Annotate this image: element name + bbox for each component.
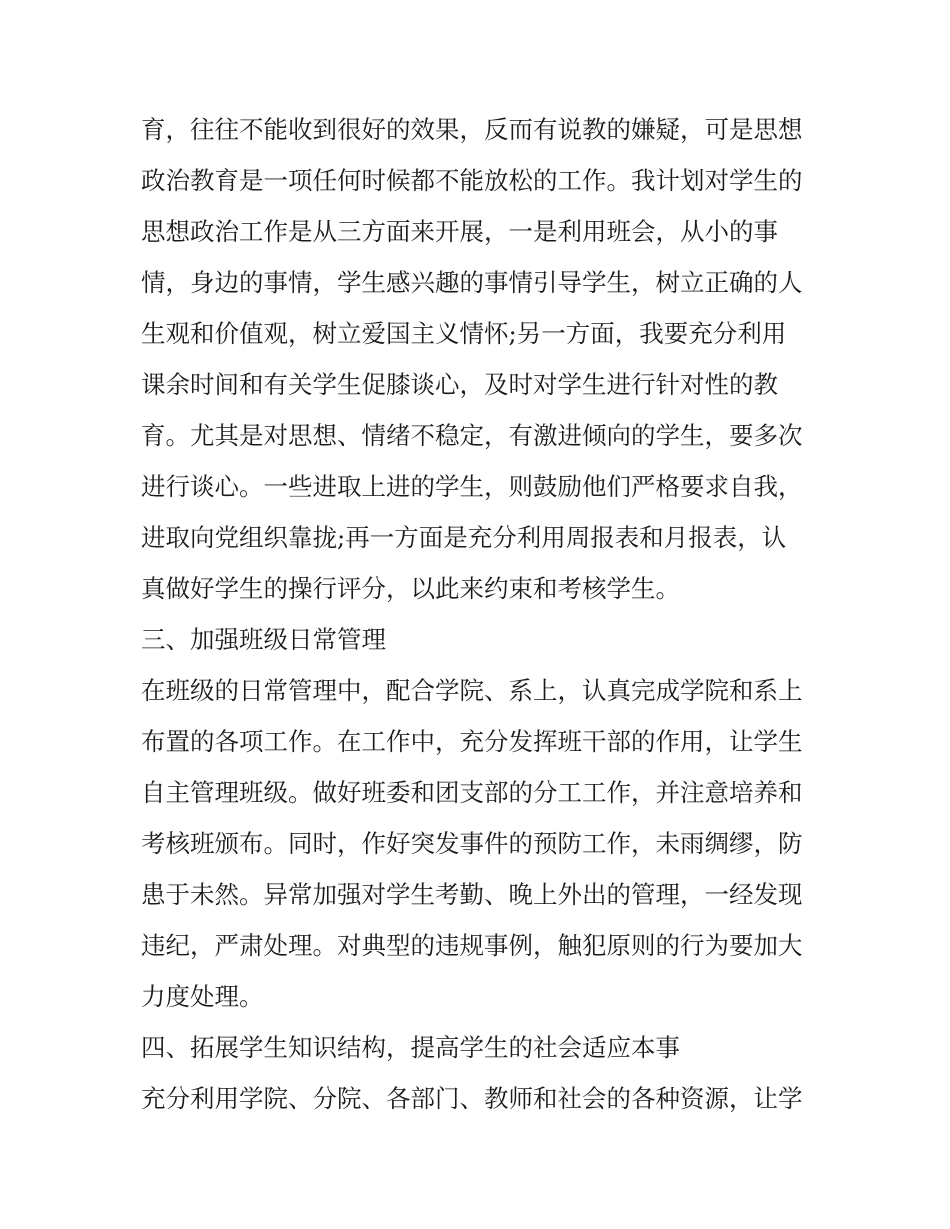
paragraph-line: 育，往往不能收到很好的效果，反而有说教的嫌疑，可是思想 (141, 115, 803, 144)
paragraph-line: 布置的各项工作。在工作中，充分发挥班干部的作用，让学生 (141, 727, 803, 756)
paragraph-line: 充分利用学院、分院、各部门、教师和社会的各种资源，让学 (141, 1084, 803, 1113)
paragraph-line: 考核班颁布。同时，作好突发事件的预防工作，未雨绸缪，防 (141, 829, 803, 858)
paragraph-line: 违纪，严肃处理。对典型的违规事例，触犯原则的行为要加大 (141, 931, 803, 960)
paragraph-line: 政治教育是一项任何时候都不能放松的工作。我计划对学生的 (141, 166, 803, 195)
paragraph-line: 自主管理班级。做好班委和团支部的分工工作，并注意培养和 (141, 778, 803, 807)
paragraph-line: 育。尤其是对思想、情绪不稳定，有激进倾向的学生，要多次 (141, 421, 803, 450)
paragraph-line: 课余时间和有关学生促膝谈心，及时对学生进行针对性的教 (141, 370, 778, 399)
paragraph-line: 生观和价值观，树立爱国主义情怀;另一方面，我要充分利用 (141, 319, 787, 348)
section-heading: 三、加强班级日常管理 (141, 625, 386, 654)
paragraph-line: 在班级的日常管理中，配合学院、系上，认真完成学院和系上 (141, 676, 803, 705)
paragraph-line: 力度处理。 (141, 982, 264, 1011)
paragraph-line: 思想政治工作是从三方面来开展，一是利用班会，从小的事 (141, 217, 778, 246)
paragraph-line: 患于未然。异常加强对学生考勤、晚上外出的管理，一经发现 (141, 880, 803, 909)
paragraph-line: 进取向党组织靠拢;再一方面是充分利用周报表和月报表，认 (141, 523, 787, 552)
paragraph-line: 进行谈心。一些进取上进的学生，则鼓励他们严格要求自我， (141, 472, 803, 501)
paragraph-line: 真做好学生的操行评分，以此来约束和考核学生。 (141, 574, 680, 603)
paragraph-line: 情，身边的事情，学生感兴趣的事情引导学生，树立正确的人 (141, 268, 803, 297)
section-heading: 四、拓展学生知识结构，提高学生的社会适应本事 (141, 1033, 680, 1062)
